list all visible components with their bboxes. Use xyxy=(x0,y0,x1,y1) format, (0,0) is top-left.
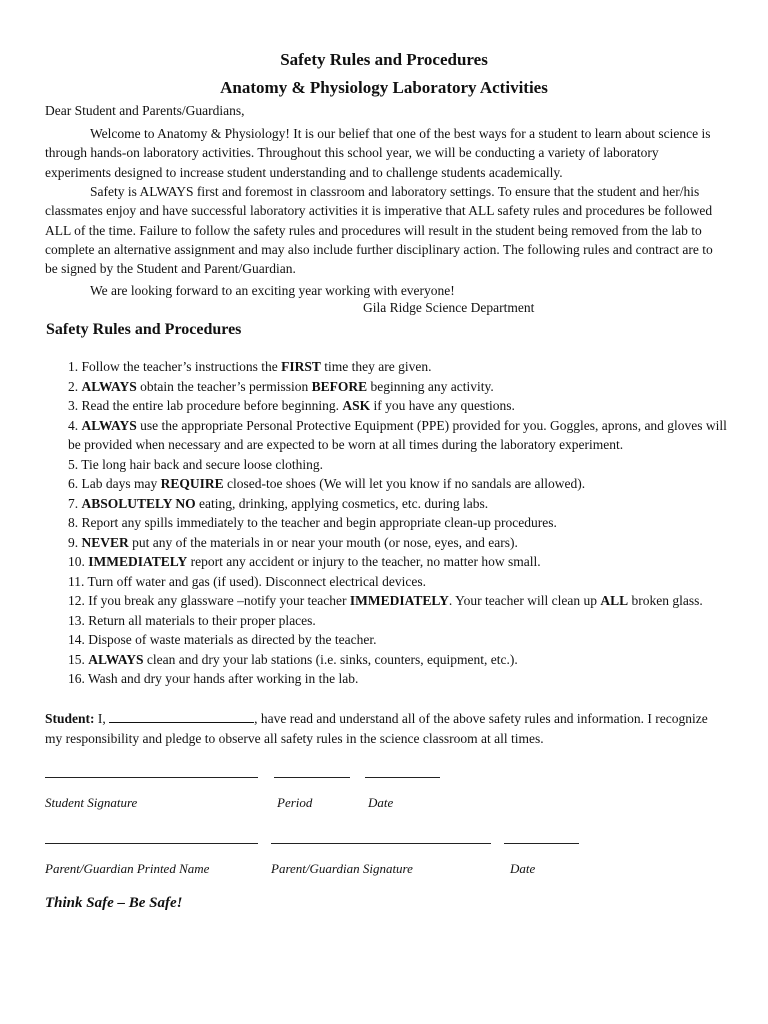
rule-number: 6. xyxy=(68,476,79,491)
rule-number: 11. xyxy=(68,573,85,589)
rule-number: 9. xyxy=(68,534,79,550)
rule-text: Tie long hair back and secure loose clothing. xyxy=(81,456,323,472)
rule-emphasis: ASK xyxy=(342,398,371,413)
rule-emphasis: REQUIRE xyxy=(160,476,224,491)
rule-text: Read the entire lab procedure before beginning. xyxy=(81,398,343,413)
rule-text: use the appropriate Personal Protective Equipment (PPE) provided for you. Goggles, aprons, and gloves will be provided when necessary and are expected to be worn at all times during the laboratory experiment. xyxy=(68,417,727,452)
rule-text: Dispose of waste materials as directed by the teacher. xyxy=(88,632,377,647)
rule-item xyxy=(68,474,728,494)
intro-paragraph-2: Safety is ALWAYS first and foremost in classroom and laboratory settings. To ensure that the student and her/his classmates enjoy and have successful laboratory activities it is imperative that ALL safety rules and procedures be followed ALL of the time. Failure to follow the safety rules and procedures will result in the student being removed from the lab to complete an alternative assignment and may also include further disciplinary action. The following rules and contract are to be signed by the Student and Parent/Guardian. xyxy=(45,184,713,277)
rule-number: 7. xyxy=(68,495,79,511)
page-subtitle: Anatomy & Physiology Laboratory Activities xyxy=(220,78,548,97)
greeting: Dear Student and Parents/Guardians, xyxy=(45,103,245,118)
rule-text: Wash and dry your hands after working in the lab. xyxy=(88,671,359,686)
motto: Think Safe – Be Safe! xyxy=(45,895,183,911)
rule-emphasis: BEFORE xyxy=(311,378,368,394)
rule-text: . Your teacher will clean up xyxy=(448,593,601,608)
rule-item xyxy=(68,591,728,611)
rule-item xyxy=(68,396,728,416)
date-label-1: Date xyxy=(368,795,394,810)
page-title: Safety Rules and Procedures xyxy=(280,50,488,69)
rule-text: Report any spills immediately to the teacher and begin appropriate clean-up procedures. xyxy=(81,515,557,530)
period-label: Period xyxy=(277,795,313,810)
department-signoff: Gila Ridge Science Department xyxy=(363,300,535,315)
rule-number: 3. xyxy=(68,398,79,413)
rule-item xyxy=(68,650,728,670)
intro-paragraph-1: Welcome to Anatomy & Physiology! It is our belief that one of the best ways for a student to learn about science is through hands-on laboratory activities. Throughout this school year, we will be conducting a variety of laboratory experiments designed to increase student understanding and to challenge students academically. xyxy=(45,126,711,180)
rule-item xyxy=(68,669,728,689)
rule-text: eating, drinking, applying cosmetics, etc. during labs. xyxy=(195,495,489,511)
rule-emphasis: ALWAYS xyxy=(81,378,137,394)
rules-list xyxy=(68,357,728,689)
rule-text: closed-toe shoes (We will let you know if no sandals are allowed). xyxy=(223,476,586,491)
rule-text: beginning any activity. xyxy=(367,378,494,394)
rule-emphasis: ABSOLUTELY NO xyxy=(81,495,196,511)
rule-emphasis: IMMEDIATELY xyxy=(88,554,188,569)
rule-number: 16. xyxy=(68,671,85,686)
rule-text: clean and dry your lab stations (i.e. sinks, counters, equipment, etc.). xyxy=(143,651,518,667)
rule-text: if you have any questions. xyxy=(370,398,515,413)
student-name-blank[interactable] xyxy=(109,710,254,723)
rule-text: If you break any glassware –notify your teacher xyxy=(88,593,350,608)
rule-text: Return all materials to their proper places. xyxy=(88,612,316,628)
rule-number: 8. xyxy=(68,515,79,530)
rule-item xyxy=(68,572,728,592)
rule-text: put any of the materials in or near your mouth (or nose, eyes, and ears). xyxy=(128,534,518,550)
rule-item xyxy=(68,494,728,514)
date-line-2[interactable] xyxy=(504,843,579,844)
rule-emphasis: ALL xyxy=(600,593,629,608)
rule-item xyxy=(68,552,728,572)
rule-number: 12. xyxy=(68,593,85,608)
parent-signature-label: Parent/Guardian Signature xyxy=(271,861,413,876)
intro-paragraph-3: We are looking forward to an exciting year working with everyone! xyxy=(90,283,455,298)
pledge-text: , have read and understand all of the above safety rules and information. I recognize my responsibility and pledge to observe all safety rules in the science classroom at all times. xyxy=(45,711,708,746)
parent-name-label: Parent/Guardian Printed Name xyxy=(45,861,210,876)
rule-text: Turn off water and gas (if used). Disconnect electrical devices. xyxy=(87,573,427,589)
rule-item xyxy=(68,357,728,377)
rule-emphasis: FIRST xyxy=(281,359,321,374)
student-signature-label: Student Signature xyxy=(45,795,138,810)
rule-item xyxy=(68,416,728,455)
rule-text: obtain the teacher’s permission xyxy=(136,378,312,394)
rule-number: 1. xyxy=(68,359,79,374)
parent-signature-line[interactable] xyxy=(271,843,491,844)
student-signature-line[interactable] xyxy=(45,777,258,778)
student-pledge xyxy=(45,709,725,749)
rule-item xyxy=(68,377,728,397)
rule-number: 14. xyxy=(68,632,85,647)
rule-emphasis: IMMEDIATELY xyxy=(349,593,449,608)
rule-item xyxy=(68,533,728,553)
rule-text: Lab days may xyxy=(81,476,161,491)
rule-emphasis: ALWAYS xyxy=(81,417,137,433)
date-label-2: Date xyxy=(510,861,536,876)
rule-text: report any accident or injury to the teacher, no matter how small. xyxy=(187,554,541,569)
rule-text: broken glass. xyxy=(628,593,703,608)
rule-emphasis: ALWAYS xyxy=(88,651,144,667)
rule-number: 13. xyxy=(68,612,85,628)
pledge-pre: I, xyxy=(94,711,110,726)
rule-item xyxy=(68,513,728,533)
section-heading: Safety Rules and Procedures xyxy=(46,321,242,338)
rule-number: 2. xyxy=(68,378,79,394)
pledge-label: Student: xyxy=(45,711,95,726)
rule-text: time they are given. xyxy=(320,359,432,374)
rule-text: Follow the teacher’s instructions the xyxy=(81,359,282,374)
rule-item xyxy=(68,630,728,650)
rule-number: 10. xyxy=(68,554,85,569)
rule-emphasis: NEVER xyxy=(81,534,129,550)
period-line[interactable] xyxy=(274,777,350,778)
date-line-1[interactable] xyxy=(365,777,440,778)
rule-number: 4. xyxy=(68,417,79,433)
rule-item xyxy=(68,455,728,475)
rule-item xyxy=(68,611,728,631)
rule-number: 15. xyxy=(68,651,85,667)
rule-number: 5. xyxy=(68,456,79,472)
parent-name-line[interactable] xyxy=(45,843,258,844)
